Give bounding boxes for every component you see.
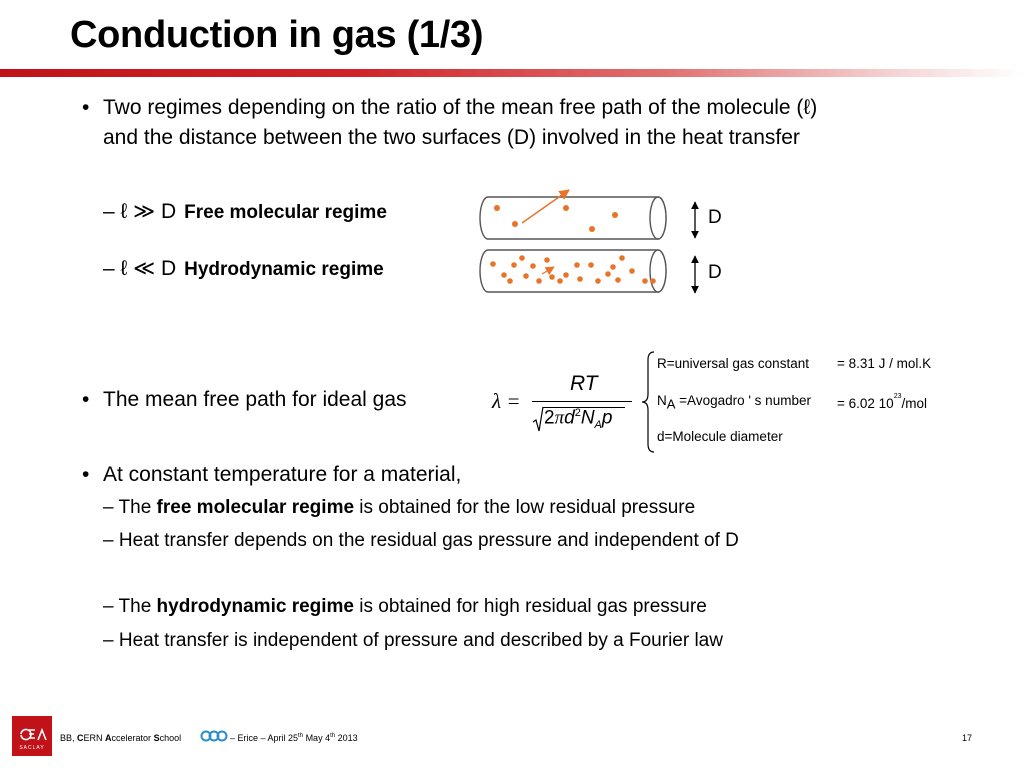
def-na-value: = 6.02 10 — [837, 396, 894, 411]
def-r-text: R=universal gas constant — [657, 356, 809, 371]
intro-line-2: and the distance between the two surfaces (D) involved in the heat transfer — [103, 126, 800, 149]
regime-relation: – ℓ ≫ D — [103, 200, 177, 223]
regime-relation: – ℓ ≪ D — [103, 257, 177, 280]
hydrodynamic-cylinder — [480, 250, 666, 292]
sub-bullet-item: – Heat transfer is independent of pressure and described by a Fourier law — [103, 630, 723, 651]
formula-numerator: RT — [570, 372, 598, 395]
formula-lhs: λ = — [492, 389, 521, 413]
mean-free-path-formula — [492, 372, 652, 442]
sub-bullet-item: – The hydrodynamic regime is obtained for high residual gas pressure — [103, 596, 707, 617]
den-N-sub: A — [594, 419, 602, 432]
def-avogadro — [657, 393, 927, 412]
cea-logo — [12, 716, 52, 756]
regime-diagram — [470, 180, 730, 305]
def-na-N: N — [657, 393, 667, 408]
cea-logo-mark — [12, 718, 52, 748]
def-r-value: = 8.31 J / mol.K — [837, 356, 932, 371]
sub-bullet-item: – The free molecular regime is obtained for the low residual pressure — [103, 497, 696, 518]
def-na-text: =Avogadro ' s number — [675, 393, 811, 408]
page-number: 17 — [962, 733, 973, 743]
den-exp: 2 — [574, 407, 581, 419]
den-2: 2 — [544, 407, 555, 429]
gap-label: D — [708, 207, 722, 228]
sqrt-sign — [532, 405, 544, 433]
regime-hydrodynamic — [103, 256, 384, 281]
den-N: N — [580, 407, 595, 429]
def-molecule-diameter: d=Molecule diameter — [657, 429, 783, 444]
def-na-sub: A — [666, 396, 676, 412]
intro-bullet — [103, 93, 817, 153]
formula-denominator — [544, 407, 612, 431]
footer-credit: BB, CERN Accelerator School — [60, 733, 182, 743]
sub-bullet-item: – Heat transfer depends on the residual gas pressure and independent of D — [103, 530, 739, 551]
cas-logo — [200, 727, 228, 743]
definitions-brace — [640, 350, 656, 455]
bullet-dot: • — [82, 96, 90, 119]
den-d: d — [564, 407, 575, 429]
bullet-dot: • — [82, 388, 90, 411]
den-p: p — [601, 407, 613, 429]
logo-sublabel: SACLAY — [19, 745, 45, 751]
regime-name: Hydrodynamic regime — [184, 259, 384, 280]
regime-free-molecular — [103, 199, 387, 224]
def-na-exp: 23 — [893, 393, 902, 400]
footer-event: – Erice – April 25th May 4th 2013 — [230, 733, 358, 743]
free-molecular-cylinder — [480, 190, 666, 239]
def-gas-constant — [657, 356, 932, 371]
regime-name: Free molecular regime — [184, 202, 387, 223]
bullet-dot: • — [82, 463, 90, 486]
def-na-unit: /mol — [901, 396, 927, 411]
fraction-bar — [532, 401, 632, 402]
slide-title: Conduction in gas (1/3) — [70, 14, 484, 56]
constant-temp-heading: At constant temperature for a material, — [103, 463, 462, 486]
intro-line-1: Two regimes depending on the ratio of the mean free path of the molecule (ℓ) — [103, 96, 818, 119]
mean-free-path-text: The mean free path for ideal gas — [103, 388, 407, 411]
gap-label: D — [708, 262, 722, 283]
title-underline — [0, 69, 1024, 77]
den-pi: π — [554, 407, 565, 429]
